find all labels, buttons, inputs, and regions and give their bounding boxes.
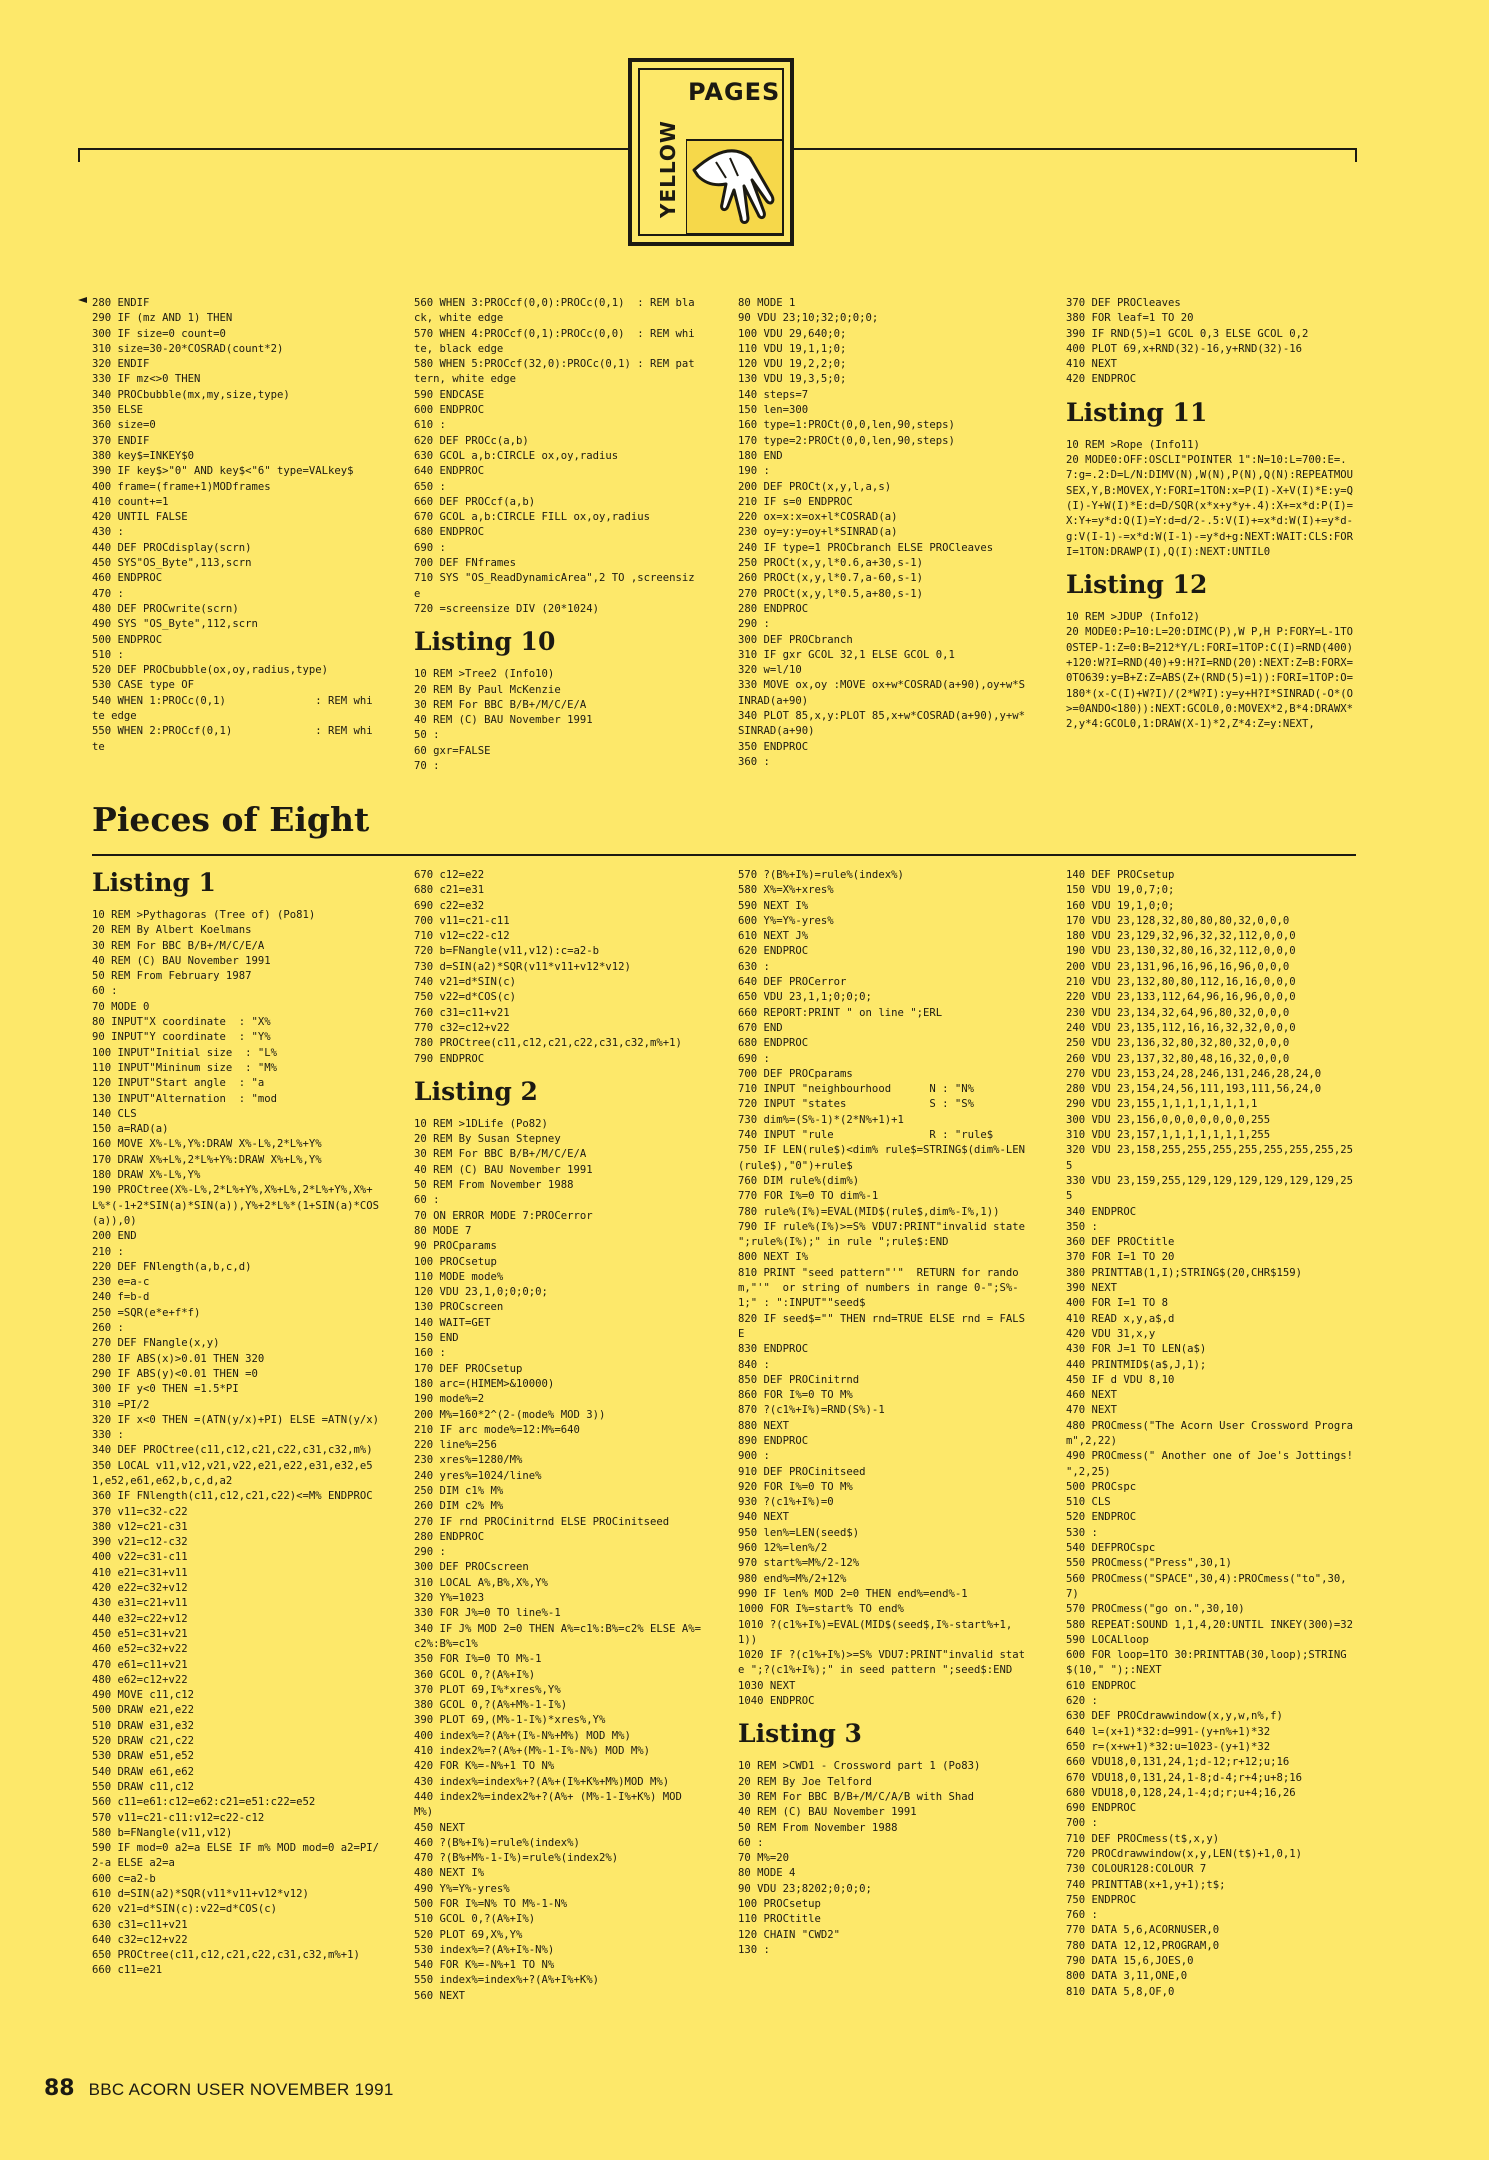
page-footer <box>44 2076 394 2101</box>
listing-heading: Listing 1 <box>92 868 216 897</box>
code-listing: 10 REM >Tree2 (Info10) 20 REM By Paul McKenzie 30 REM For BBC B/B+/M/C/E/A 40 REM (C) BAU November 1991 50 : 60 gxr=FALSE 70 : <box>414 668 593 773</box>
listing-heading: Listing 3 <box>738 1719 862 1749</box>
logo-word-yellow-text: YELLOW <box>656 120 681 218</box>
logo-frame <box>638 68 784 236</box>
top-column-2 <box>414 296 699 774</box>
section-rule <box>92 854 1356 856</box>
top-rule-right <box>793 148 1357 150</box>
logo-word-pages: PAGES <box>688 78 781 106</box>
listing-heading: Listing 10 <box>414 627 556 657</box>
code-listing: 10 REM >JDUP (Info12) 20 MODE0:P=10:L=20:DIMC(P),W P,H P:FORY=L-1TO0STEP-1:Z=0:B=212*Y/L:FORI=1TOP:C(I)=RND(400)+120:W?I=RND(40)+9:H?I=RND(20):NEXT:Z=B:FORX=0TO639:y=B+Z:Z=ABS(Z+(RND(5)=1)):FORI=1TOP:O=180*(x-C(I)+W?I)/(2*W?I):y=y+H?I*SINRAD(-O*(O>=0ANDO<180)):NEXT:GCOL0,0:MOVEX*2,B*4:DRAWX*2,y*4:GCOL0,1:DRAW(X-1)*2,Z*4:Z=y:NEXT, <box>1066 611 1354 731</box>
walking-fingers-icon <box>686 114 784 234</box>
rule-tick-right <box>1355 148 1357 162</box>
top-column-4 <box>1066 296 1356 733</box>
listing-heading: Listing 11 <box>1066 397 1208 427</box>
page-number: 88 <box>44 2076 75 2101</box>
bottom-column-3 <box>738 868 1030 1958</box>
bottom-column-2 <box>414 868 704 2004</box>
code-listing: 10 REM >Pythagoras (Tree of) (Po81) 20 REM By Albert Koelmans 30 REM For BBC B/B+/M/C/E/A 40 REM (C) BAU November 1991 50 REM From February 1987 60 : 70 MODE 0 80 INPUT"X coordinate : "X% 90 INPUT"Y coordinate : "Y% 100 INPUT"Initial size : "L% 110 INPUT"Mininum size : "M% 120 INPUT"Start angle : "a 130 INPUT"Alternation : "mod 140 CLS 150 a=RAD(a) 160 MOVE X%-L%,Y%:DRAW X%-L%,2*L%+Y% 170 DRAW X%+L%,2*L%+Y%:DRAW X%+L%,Y% 180 DRAW X%-L%,Y% 190 PROCtree(X%-L%,2*L%+Y%,X%+L%,2*L%+Y%,X%+L%*(-1+2*SIN(a)*SIN(a)),Y%+2*L%*(1+SIN(a)*COS(a)),0) 200 END 210 : 220 DEF FNlength(a,b,c,d) 230 e=a-c 240 f=b-d 250 =SQR(e*e+f*f) 260 : 270 DEF FNangle(x,y) 280 IF ABS(x)>0.01 THEN 320 290 IF ABS(y)<0.01 THEN =0 300 IF y<0 THEN =1.5*PI 310 =PI/2 320 IF x<0 THEN =(ATN(y/x)+PI) ELSE =ATN(y/x) 330 : 340 DEF PROCtree(c11,c12,c21,c22,c31,c32,m%) 350 LOCAL v11,v12,v21,v22,e21,e22,e31,e32,e51,e52,e61,e62,b,c,d,a2 360 IF FNlength(c11,c12,c21,c22)<=M% ENDPROC 370 v11=c32-c22 380 v12=c21-c31 390 v21=c12-c32 400 v22=c31-c11 410 e21=c31+v11 420 e22=c32+v12 430 e31=c21+v11 440 e32=c22+v12 450 e51=c31+v21 460 e52=c32+v22 470 e61=c11+v21 480 e62=c12+v22 490 MOVE c11,c12 500 DRAW e21,e22 510 DRAW e31,e32 520 DRAW c21,c22 530 DRAW e51,e52 540 DRAW e61,e62 550 DRAW c11,c12 560 c11=e61:c12=e62:c21=e51:c22=e52 570 v11=c21-c11:v12=c22-c12 580 b=FNangle(v11,v12) 590 IF mod=0 a2=a ELSE IF m% MOD mod=0 a2=PI/2-a ELSE a2=a 600 c=a2-b 610 d=SIN(a2)*SQR(v11*v11+v12*v12) 620 v21=d*SIN(c):v22=d*COS(c) 630 c31=c11+v21 640 c32=c12+v22 650 PROCtree(c11,c12,c21,c22,c31,c32,m%+1) 660 c11=e21 <box>92 909 380 1977</box>
rule-tick-left <box>78 148 80 162</box>
code-listing-continued: 140 DEF PROCsetup 150 VDU 19,0,7;0; 160 VDU 19,1,0;0; 170 VDU 23,128,32,80,80,80,32,0,0,0 180 VDU 23,129,32,96,32,32,112,0,0,0 190 VDU 23,130,32,80,16,32,112,0,0,0 200 VDU 23,131,96,16,96,16,96,0,0,0 210 VDU 23,132,80,80,112,16,16,0,0,0 220 VDU 23,133,112,64,96,16,96,0,0,0 230 VDU 23,134,32,64,96,80,32,0,0,0 240 VDU 23,135,112,16,16,32,32,0,0,0 250 VDU 23,136,32,80,32,80,32,0,0,0 260 VDU 23,137,32,80,48,16,32,0,0,0 270 VDU 23,153,24,28,246,131,246,28,24,0 280 VDU 23,154,24,56,111,193,111,56,24,0 290 VDU 23,155,1,1,1,1,1,1,1,1 300 VDU 23,156,0,0,0,0,0,0,0,255 310 VDU 23,157,1,1,1,1,1,1,1,255 320 VDU 23,158,255,255,255,255,255,255,255,255 330 VDU 23,159,255,129,129,129,129,129,129,255 340 ENDPROC 350 : 360 DEF PROCtitle 370 FOR I=1 TO 20 380 PRINTTAB(1,I);STRING$(20,CHR$159) 390 NEXT 400 FOR I=1 TO 8 410 READ x,y,a$,d 420 VDU 31,x,y 430 FOR J=1 TO LEN(a$) 440 PRINTMID$(a$,J,1); 450 IF d VDU 8,10 460 NEXT 470 NEXT 480 PROCmess("The Acorn User Crossword Program",2,22) 490 PROCmess(" Another one of Joe's Jottings! ",2,25) 500 PROCspc 510 CLS 520 ENDPROC 530 : 540 DEFPROCspc 550 PROCmess("Press",30,1) 560 PROCmess("SPACE",30,4):PROCmess("to",30,7) 570 PROCmess("go on.",30,10) 580 REPEAT:SOUND 1,1,4,20:UNTIL INKEY(300)=32 590 LOCALloop 600 FOR loop=1TO 30:PRINTTAB(30,loop);STRING$(10," ");:NEXT 610 ENDPROC 620 : 630 DEF PROCdrawwindow(x,y,w,n%,f) 640 l=(x+1)*32:d=991-(y+n%+1)*32 650 r=(x+w+1)*32:u=1023-(y+1)*32 660 VDU18,0,131,24,1;d-12;r+12;u;16 670 VDU18,0,131,24,1-8;d-4;r+4;u+8;16 680 VDU18,0,128,24,1-4;d;r;u+4;16,26 690 ENDPROC 700 : 710 DEF PROCmess(t$,x,y) 720 PROCdrawwindow(x,y,LEN(t$)+1,0,1) 730 COLOUR128:COLOUR 7 740 PRINTTAB(x+1,y+1);t$; 750 ENDPROC 760 : 770 DATA 5,6,ACORNUSER,0 780 DATA 12,12,PROGRAM,0 790 DATA 15,6,JOES,0 800 DATA 3,11,ONE,0 810 DATA 5,8,OF,0 <box>1066 869 1354 1998</box>
magazine-issue: BBC ACORN USER NOVEMBER 1991 <box>88 2080 394 2099</box>
bottom-column-4 <box>1066 868 1358 2000</box>
listing-heading: Listing 2 <box>414 1076 538 1106</box>
logo-word-yellow <box>654 110 682 228</box>
code-listing-continued: 80 MODE 1 90 VDU 23;10;32;0;0;0; 100 VDU 29,640;0; 110 VDU 19,1,1;0; 120 VDU 19,2,2;0; 130 VDU 19,3,5;0; 140 steps=7 150 len=300 160 type=1:PROCt(0,0,len,90,steps) 170 type=2:PROCt(0,0,len,90,steps) 180 END 190 : 200 DEF PROCt(x,y,l,a,s) 210 IF s=0 ENDPROC 220 ox=x:x=ox+l*COSRAD(a) 230 oy=y:y=oy+l*SINRAD(a) 240 IF type=1 PROCbranch ELSE PROCleaves 250 PROCt(x,y,l*0.6,a+30,s-1) 260 PROCt(x,y,l*0.7,a-60,s-1) 270 PROCt(x,y,l*0.5,a+80,s-1) 280 ENDPROC 290 : 300 DEF PROCbranch 310 IF gxr GCOL 32,1 ELSE GCOL 0,1 320 w=l/10 330 MOVE ox,oy :MOVE ox+w*COSRAD(a+90),oy+w*SINRAD(a+90) 340 PLOT 85,x,y:PLOT 85,x+w*COSRAD(a+90),y+w*SINRAD(a+90) 350 ENDPROC 360 : <box>738 297 1026 768</box>
listing-heading: Listing 12 <box>1066 570 1208 600</box>
top-column-1 <box>92 296 374 755</box>
code-listing-continued: 560 WHEN 3:PROCcf(0,0):PROCc(0,1) : REM black, white edge 570 WHEN 4:PROCcf(0,1):PROCc(0,0) : REM white, black edge 580 WHEN 5:PROCcf(32,0):PROCc(0,1) : REM pattern, white edge 590 ENDCASE 600 ENDPROC 610 : 620 DEF PROCc(a,b) 630 GCOL a,b:CIRCLE ox,oy,radius 640 ENDPROC 650 : 660 DEF PROCcf(a,b) 670 GCOL a,b:CIRCLE FILL ox,oy,radius 680 ENDPROC 690 : 700 DEF FNframes 710 SYS "OS_ReadDynamicArea",2 TO ,screensize 720 =screensize DIV (20*1024) <box>414 297 695 615</box>
code-listing-continued: 280 ENDIF 290 IF (mz AND 1) THEN 300 IF size=0 count=0 310 size=30-20*COSRAD(count*2) 320 ENDIF 330 IF mz<>0 THEN 340 PROCbubble(mx,my,size,type) 350 ELSE 360 size=0 370 ENDIF 380 key$=INKEY$0 390 IF key$>"0" AND key$<"6" type=VALkey$ 400 frame=(frame+1)MODframes 410 count+=1 420 UNTIL FALSE 430 : 440 DEF PROCdisplay(scrn) 450 SYS"OS_Byte",113,scrn 460 ENDPROC 470 : 480 DEF PROCwrite(scrn) 490 SYS "OS_Byte",112,scrn 500 ENDPROC 510 : 520 DEF PROCbubble(ox,oy,radius,type) 530 CASE type OF 540 WHEN 1:PROCc(0,1) : REM white edge 550 WHEN 2:PROCcf(0,1) : REM white <box>92 297 373 753</box>
code-listing-continued: 570 ?(B%+I%)=rule%(index%) 580 X%=X%+xres% 590 NEXT I% 600 Y%=Y%-yres% 610 NEXT J% 620 ENDPROC 630 : 640 DEF PROCerror 650 VDU 23,1,1;0;0;0; 660 REPORT:PRINT " on line ";ERL 670 END 680 ENDPROC 690 : 700 DEF PROCparams 710 INPUT "neighbourhood N : "N% 720 INPUT "states S : "S% 730 dim%=(S%-1)*(2*N%+1)+1 740 INPUT "rule R : "rule$ 750 IF LEN(rule$)<dim% rule$=STRING$(dim%-LEN(rule$),"0")+rule$ 760 DIM rule%(dim%) 770 FOR I%=0 TO dim%-1 780 rule%(I%)=EVAL(MID$(rule$,dim%-I%,1)) 790 IF rule%(I%)>=S% VDU7:PRINT"invalid state ";rule%(I%);" in rule ";rule$:END 800 NEXT I% 810 PRINT "seed pattern"'" RETURN for random,"'" or string of numbers in range 0-";S%-1;" : ":INPUT""seed$ 820 IF seed$="" THEN rnd=TRUE ELSE rnd = FALSE 830 ENDPROC 840 : 850 DEF PROCinitrnd 860 FOR I%=0 TO M% 870 ?(c1%+I%)=RND(S%)-1 880 NEXT 890 ENDPROC 900 : 910 DEF PROCinitseed 920 FOR I%=0 TO M% 930 ?(c1%+I%)=0 940 NEXT 950 len%=LEN(seed$) 960 12%=len%/2 970 start%=M%/2-12% 980 end%=M%/2+12% 990 IF len% MOD 2=0 THEN end%=end%-1 1000 FOR I%=start% TO end% 1010 ?(c1%+I%)=EVAL(MID$(seed$,I%-start%+1,1)) 1020 IF ?(c1%+I%)>=S% VDU7:PRINT"invalid state ";?(c1%+I%);" in seed pattern ";seed$:END 1030 NEXT 1040 ENDPROC <box>738 869 1026 1708</box>
yellow-pages-logo <box>628 58 794 246</box>
code-listing: 10 REM >Rope (Info11) 20 MODE0:OFF:OSCLI"POINTER 1":N=10:L=700:E=.7:g=.2:D=L/N:DIMV(N),W(N),P(N),Q(N):REPEATMOUSEX,Y,B:MOVEX,Y:FORI=1TON:x=P(I)-X+V(I)*E:y=Q(I)-Y+W(I)*E:d=D/SQR(x*x+y*y+.4):X+=x*d:P(I)=X:Y+=y*d:Q(I)=Y:d=d/2-.5:V(I)+=x*d:W(I)+=y*d-g:V(I-1)-=x*d:W(I-1)-=y*d+g:NEXT:WAIT:CLS:FORI=1TON:DRAWP(I),Q(I):NEXT:UNTIL0 <box>1066 438 1354 558</box>
top-column-3 <box>738 296 1028 770</box>
top-rule-left <box>78 148 629 150</box>
code-listing: 10 REM >1DLife (Po82) 20 REM By Susan Stepney 30 REM For BBC B/B+/M/C/E/A 40 REM (C) BAU November 1991 50 REM From November 1988 60 : 70 ON ERROR MODE 7:PROCerror 80 MODE 7 90 PROCparams 100 PROCsetup 110 MODE mode% 120 VDU 23,1,0;0;0;0; 130 PROCscreen 140 WAIT=GET 150 END 160 : 170 DEF PROCsetup 180 arc=(HIMEM>&10000) 190 mode%=2 200 M%=160*2^(2-(mode% MOD 3)) 210 IF arc mode%=12:M%=640 220 line%=256 230 xres%=1280/M% 240 yres%=1024/line% 250 DIM c1% M% 260 DIM c2% M% 270 IF rnd PROCinitrnd ELSE PROCinitseed 280 ENDPROC 290 : 300 DEF PROCscreen 310 LOCAL A%,B%,X%,Y% 320 Y%=1023 330 FOR J%=0 TO line%-1 340 IF J% MOD 2=0 THEN A%=c1%:B%=c2% ELSE A%=c2%:B%=c1% 350 FOR I%=0 TO M%-1 360 GCOL 0,?(A%+I%) 370 PLOT 69,I%*xres%,Y% 380 GCOL 0,?(A%+M%-1-I%) 390 PLOT 69,(M%-1-I%)*xres%,Y% 400 index%=?(A%+(I%-N%+M%) MOD M%) 410 index2%=?(A%+(M%-1-I%-N%) MOD M%) 420 FOR K%=-N%+1 TO N% 430 index%=index%+?(A%+(I%+K%+M%)MOD M%) 440 index2%=index2%+?(A%+ (M%-1-I%+K%) MOD M%) 450 NEXT 460 ?(B%+I%)=rule%(index%) 470 ?(B%+M%-1-I%)=rule%(index2%) 480 NEXT I% 490 Y%=Y%-yres% 500 FOR I%=N% TO M%-1-N% 510 GCOL 0,?(A%+I%) 520 PLOT 69,X%,Y% 530 index%=?(A%+I%-N%) 540 FOR K%=-N%+1 TO N% 550 index%=index%+?(A%+I%+K%) 560 NEXT <box>414 1117 702 2002</box>
bottom-column-1 <box>92 858 382 1979</box>
code-listing-continued: 370 DEF PROCleaves 380 FOR leaf=1 TO 20 390 IF RND(5)=1 GCOL 0,3 ELSE GCOL 0,2 400 PLOT 69,x+RND(32)-16,y+RND(32)-16 410 NEXT 420 ENDPROC <box>1066 297 1309 386</box>
continuation-arrow-icon <box>78 297 87 303</box>
code-listing: 10 REM >CWD1 - Crossword part 1 (Po83) 20 REM By Joe Telford 30 REM For BBC B/B+/M/C/A/B with Shad 40 REM (C) BAU November 1991 50 REM From November 1988 60 : 70 M%=20 80 MODE 4 90 VDU 23;8202;0;0;0; 100 PROCsetup 110 PROCtitle 120 CHAIN "CWD2" 130 : <box>738 1760 981 1956</box>
section-title: Pieces of Eight <box>92 800 370 839</box>
code-listing-continued: 670 c12=e22 680 c21=e31 690 c22=e32 700 v11=c21-c11 710 v12=c22-c12 720 b=FNangle(v11,v12):c=a2-b 730 d=SIN(a2)*SQR(v11*v11+v12*v12) 740 v21=d*SIN(c) 750 v22=d*COS(c) 760 c31=c11+v21 770 c32=c12+v22 780 PROCtree(c11,c12,c21,c22,c31,c32,m%+1) 790 ENDPROC <box>414 869 682 1065</box>
